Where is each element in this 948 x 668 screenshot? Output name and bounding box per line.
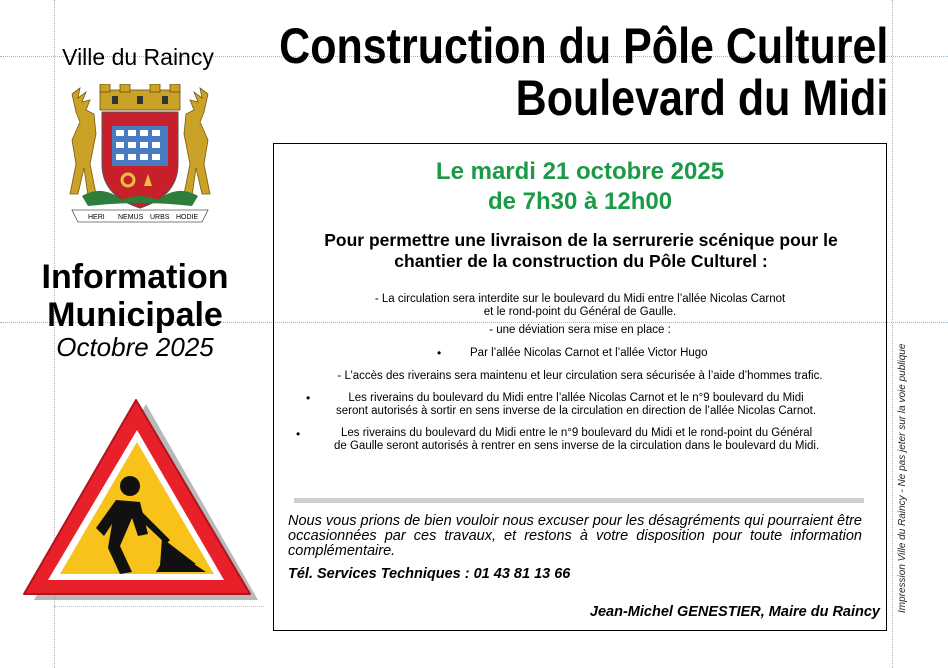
notice-time: de 7h30 à 12h00 [487,188,673,215]
notice-item-detour: - une déviation sera mise en place : [489,324,671,336]
mayor-signature: Jean-Michel GENESTIER, Maire du Raincy [589,604,880,620]
notice-purpose [284,230,878,272]
roadwork-warning-sign-icon [20,396,260,606]
notice-item-line: et le rond-point du Général de Gaulle. [483,306,677,318]
headline [279,20,888,124]
information-title-line: Information [41,258,229,296]
notice-item-line: Les riverains du boulevard du Midi entre le n°9 boulevard du Midi et le rond-point du Général [340,427,813,439]
bullet: • [306,391,311,405]
information-title [20,258,250,334]
guide-line [892,0,893,668]
headline-line: Construction du Pôle Culturel [278,18,888,74]
notice-purpose-line: Pour permettre une livraison de la serrurerie scénique pour le [324,230,838,250]
divider [294,498,864,503]
crest-motto: HERI [88,214,105,221]
coat-of-arms-logo [62,84,218,224]
headline-line: Boulevard du Midi [515,70,888,126]
guide-line [54,606,264,607]
crest-motto: HODIE [176,214,199,221]
notice-item-line: Les riverains du boulevard du Midi entre l’allée Nicolas Carnot et le n°9 boulevard du Midi [348,392,804,404]
notice-purpose-line: chantier de la construction du Pôle Culturel : [394,251,768,271]
information-month: Octobre 2025 [56,332,214,362]
notice-item-line: de Gaulle seront autorisés à rentrer en sens inverse de la circulation dans le boulevard du Midi. [334,440,820,452]
apology-text: Nous vous prions de bien vouloir nous excuser pour les désagréments qui pourraient être occasionnées par ces travaux, et restons à votre disposition pour toute information complémentaire. [288,513,862,559]
notice-item-line: - La circulation sera interdite sur le boulevard du Midi entre l’allée Nicolas Carnot [374,293,786,305]
notice-item-access: - L’accès des riverains sera maintenu et leur circulation sera sécurisée à l’aide d’hommes trafic. [337,370,823,382]
bullet: • [296,427,301,441]
phone-contact: Tél. Services Techniques : 01 43 81 13 66 [288,566,571,582]
notice-date: Le mardi 21 octobre 2025 [435,158,725,185]
notice-item-line: seront autorisés à sortir en sens inverse de la circulation en direction de l’allée Nicolas Carnot. [336,405,817,417]
print-notice: Impression Ville du Raincy - Ne pas jeter sur la voie publique [897,343,908,613]
notice-item-entry-rule [334,427,819,453]
notice-item-closure [274,293,886,319]
notice-box [273,143,887,631]
information-title-line: Municipale [47,296,223,334]
notice-item-exit-rule [336,392,816,418]
notice-item-detour-route: Par l’allée Nicolas Carnot et l’allée Victor Hugo [470,347,708,359]
crest-motto: NEMUS [118,214,144,221]
bullet: • [437,346,442,360]
town-name: Ville du Raincy [62,44,214,70]
crest-motto: URBS [150,214,170,221]
